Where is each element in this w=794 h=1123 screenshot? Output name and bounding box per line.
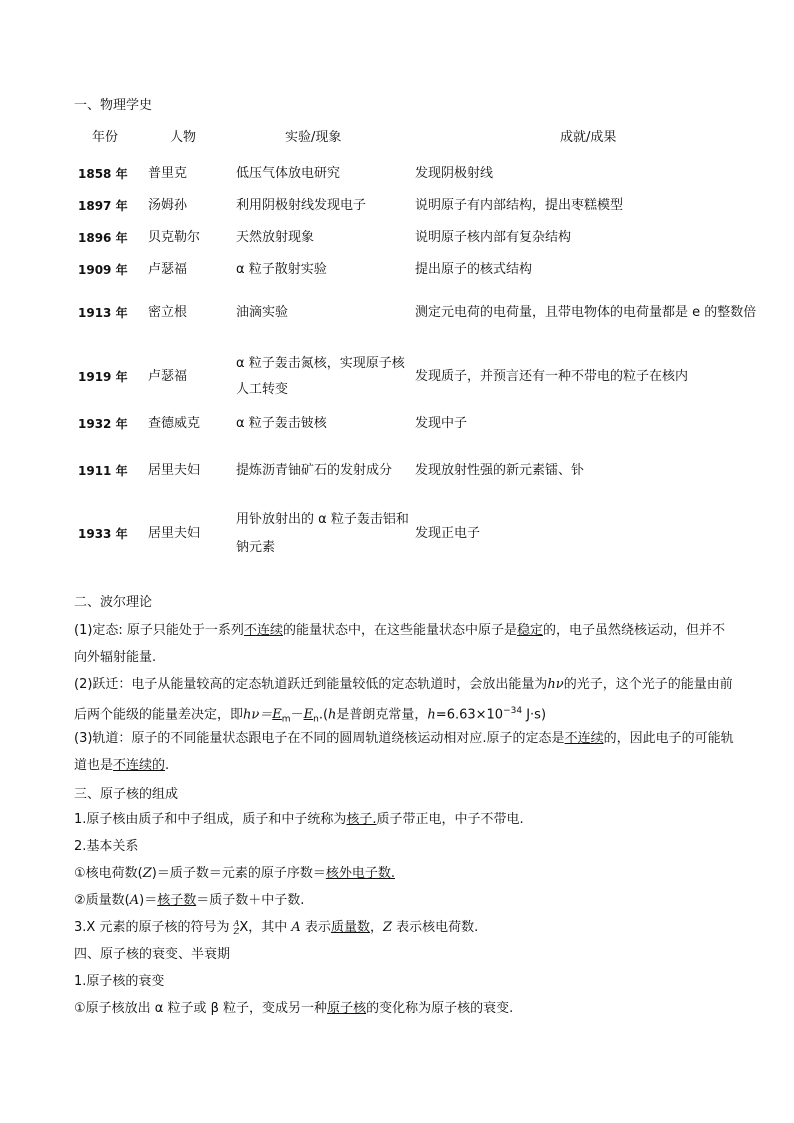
- basic-relations-title: 2.基本关系: [74, 839, 139, 854]
- bohr-stationary-state: [74, 617, 734, 671]
- row-person: 卢瑟福: [148, 262, 188, 277]
- text: ①原子核放出 α 粒子或 β 粒子，变成另一种: [74, 1001, 328, 1016]
- table-row: [70, 442, 780, 500]
- decay-definition: [74, 995, 734, 1022]
- row-achievement: 发现阴极射线: [415, 166, 494, 181]
- underlined-term: 不连续的: [113, 758, 166, 773]
- underlined-term: 原子核: [327, 1001, 367, 1016]
- formula-h: h: [427, 707, 436, 723]
- row-person: 贝克勒尔: [148, 230, 201, 245]
- header-year: 年份: [92, 130, 119, 145]
- symbol-a: A: [129, 893, 140, 908]
- row-experiment: 天然放射现象: [236, 230, 315, 245]
- row-year: 1909 年: [78, 263, 128, 277]
- nucleus-composition: [74, 806, 734, 833]
- text: 质子带正电，中子不带电.: [376, 812, 524, 827]
- text: ②质量数(: [74, 893, 130, 908]
- row-experiment: 低压气体放电研究: [236, 166, 341, 181]
- row-experiment: 油滴实验: [236, 305, 289, 320]
- text: .(: [318, 707, 329, 723]
- header-person: 人物: [170, 130, 197, 145]
- row-experiment: α 粒子轰击氮核，实现原子核人工转变: [236, 356, 405, 397]
- formula: hν＝: [243, 707, 273, 723]
- row-achievement: 发现中子: [415, 416, 468, 431]
- row-year: 1919 年: [78, 370, 128, 384]
- underlined-term: 质量数: [330, 920, 370, 935]
- row-year: 1858 年: [78, 167, 128, 181]
- text: 1.原子核由质子和中子组成，质子和中子统称为: [74, 812, 347, 827]
- text: 的变化称为原子核的衰变.: [366, 1001, 514, 1016]
- text: 3.X 元素的原子核的符号为: [74, 920, 234, 935]
- formula-hv: hν: [547, 677, 564, 692]
- table-row: [70, 222, 780, 254]
- text: ①核电荷数(: [74, 866, 143, 881]
- table-row: [70, 190, 780, 222]
- row-person: 卢瑟福: [148, 369, 188, 384]
- text: 的能量状态中，在这些能量状态中原子是: [282, 623, 517, 638]
- mass-number-relation: [74, 887, 734, 914]
- subscript: n: [313, 714, 319, 725]
- text: 是普朗克常量，: [336, 707, 428, 723]
- superscript: A: [233, 918, 240, 928]
- text: (3)轨道：原子的不同能量状态跟电子在不同的圆周轨道绕核运动相对应.原子的定态是: [74, 731, 565, 746]
- row-year: 1911 年: [78, 464, 128, 478]
- row-year: 1933 年: [78, 527, 128, 541]
- section-title-nucleus: 三、原子核的组成: [74, 787, 179, 802]
- row-year: 1897 年: [78, 199, 128, 213]
- text: )＝质子数＝元素的原子序数＝: [151, 866, 326, 881]
- text: 表示: [300, 920, 331, 935]
- row-year: 1932 年: [78, 417, 128, 431]
- underlined-term: 核子数: [157, 893, 197, 908]
- row-achievement: 发现放射性强的新元素镭、钋: [415, 463, 585, 478]
- text: ＝质子数＋中子数.: [196, 893, 305, 908]
- table-row: [70, 254, 780, 286]
- decay-subtitle: 1.原子核的衰变: [74, 974, 165, 989]
- symbol-z: Z: [382, 920, 393, 935]
- section-title-bohr: 二、波尔理论: [74, 595, 153, 610]
- row-year: 1913 年: [78, 306, 128, 320]
- section-title-decay: 四、原子核的衰变、半衰期: [74, 947, 231, 962]
- row-achievement: 说明原子核内部有复杂结构: [415, 230, 572, 245]
- formula-h: h: [328, 707, 337, 723]
- subscript: Z: [233, 926, 240, 936]
- row-experiment: α 粒子散射实验: [236, 262, 327, 277]
- table-row: [70, 158, 780, 190]
- row-year: 1896 年: [78, 231, 128, 245]
- text: .: [165, 758, 170, 773]
- text: 的，电子虽然绕核运动，但并不向外辐射能量.: [74, 623, 725, 665]
- charge-number-relation: [74, 860, 734, 887]
- table-row: [70, 504, 780, 564]
- underlined-term: 核子.: [346, 812, 377, 827]
- table-row: [70, 408, 780, 440]
- row-person: 居里夫妇: [148, 526, 201, 541]
- underlined-term: 不连续: [564, 731, 604, 746]
- row-achievement: 提出原子的核式结构: [415, 262, 533, 277]
- text: =6.63×10: [435, 707, 504, 723]
- row-person: 查德威克: [148, 416, 201, 431]
- row-achievement: 发现正电子: [415, 526, 481, 541]
- row-experiment: 提炼沥青铀矿石的发射成分: [236, 463, 393, 478]
- bohr-orbit: [74, 725, 734, 779]
- text: ，: [369, 920, 383, 935]
- table-header-row: [70, 124, 780, 152]
- header-achievement: 成就/成果: [560, 130, 617, 145]
- row-achievement: 发现质子，并预言还有一种不带电的粒子在核内: [415, 369, 689, 384]
- row-experiment: α 粒子轰击铍核: [236, 416, 327, 431]
- row-person: 密立根: [148, 305, 188, 320]
- text: (1)定态: 原子只能处于一系列: [74, 623, 244, 638]
- text: 表示核电荷数.: [392, 920, 479, 935]
- element-symbol: X: [239, 920, 249, 935]
- text: －: [290, 707, 304, 723]
- superscript: −34: [503, 706, 523, 716]
- row-person: 普里克: [148, 166, 188, 181]
- underlined-term: 稳定: [516, 623, 543, 638]
- text: J·s): [522, 707, 547, 723]
- underlined-term: 核外电子数.: [325, 866, 395, 881]
- text: )＝: [139, 893, 158, 908]
- subscript: m: [281, 714, 291, 725]
- row-person: 汤姆孙: [148, 198, 188, 213]
- table-row: [70, 346, 780, 408]
- row-person: 居里夫妇: [148, 463, 201, 478]
- text: 的光子，这个光子的能量由前后两个能级的能量差决定，即: [74, 677, 733, 723]
- section-title-history: 一、物理学史: [74, 98, 153, 113]
- text: (2)跃迁：电子从能量较高的定态轨道跃迁到能量较低的定态轨道时，会放出能量为: [74, 677, 548, 692]
- row-experiment: 用钋放射出的 α 粒子轰击铝和钠元素: [236, 512, 409, 555]
- formula-en: E: [303, 707, 314, 723]
- nucleus-symbol: [74, 914, 734, 941]
- symbol-z: Z: [142, 866, 152, 881]
- row-achievement: 测定元电荷的电荷量，且带电物体的电荷量都是 e 的整数倍: [415, 305, 757, 320]
- text: 的，因此电子的可能轨道也是: [74, 731, 734, 773]
- underlined-term: 不连续: [243, 623, 283, 638]
- row-experiment: 利用阴极射线发现电子: [236, 198, 367, 213]
- symbol-a: A: [291, 920, 301, 935]
- formula-em: E: [272, 707, 282, 723]
- header-experiment: 实验/现象: [285, 130, 342, 145]
- table-row: [70, 286, 780, 340]
- text: ，其中: [248, 920, 292, 935]
- row-achievement: 说明原子有内部结构，提出枣糕模型: [415, 198, 624, 213]
